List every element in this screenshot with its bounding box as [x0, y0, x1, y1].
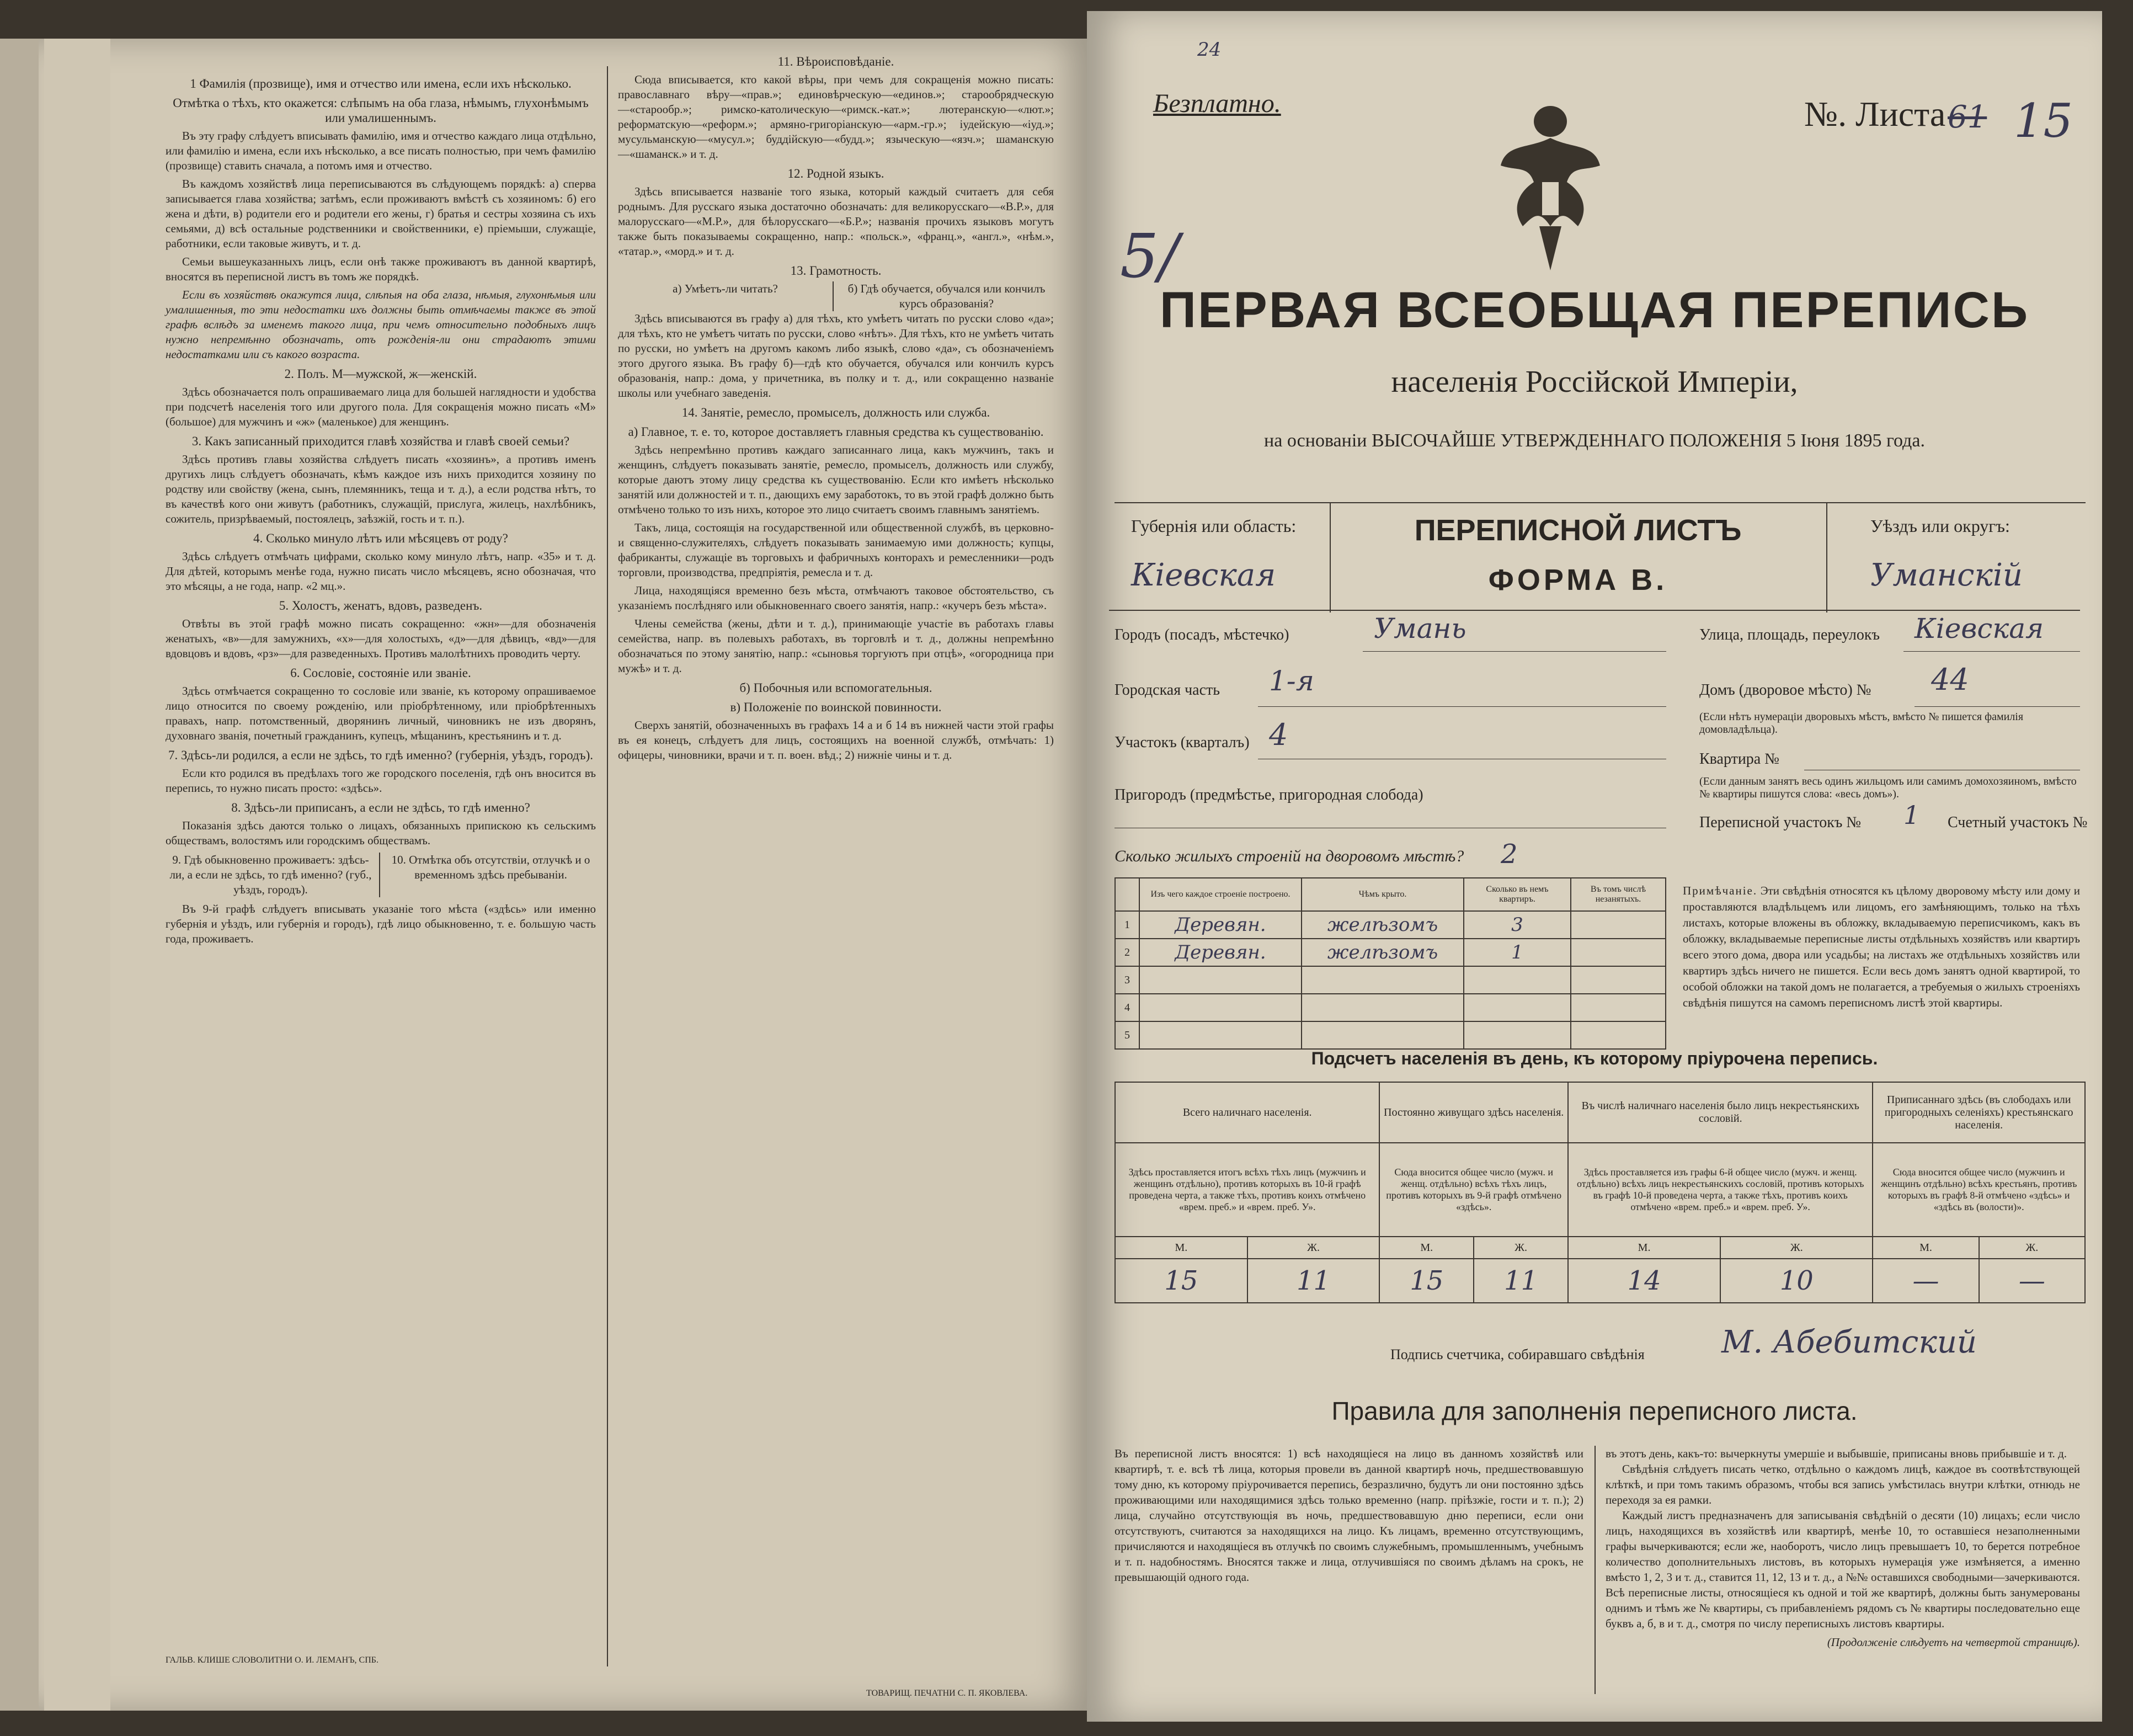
section-8-title: 8. Здѣсь-ли приписанъ, а если не здѣсь, то гдѣ именно? [231, 801, 530, 814]
table-cell [1571, 994, 1666, 1021]
section-6-title: 6. Сословіе, состояніе или званіе. [290, 666, 471, 680]
uezd-value: Уманскій [1870, 557, 2023, 593]
table-row [1115, 1237, 2085, 1259]
apartments-cell: 1 [1464, 939, 1571, 966]
census-district-label: Переписной участокъ № [1699, 814, 1862, 831]
column-divider [607, 66, 608, 1666]
imperial-eagle-emblem [1495, 99, 1606, 276]
table-row [1115, 1021, 1666, 1049]
paragraph: Здѣсь обозначается полъ опрашиваемаго лица для большей наглядности и удобства при подсчетѣ населенія того или другого пола. Для сокращенія можно писать «М» (большое) для мужчинъ и «ж» (маленькое) для женщинъ. [166, 385, 596, 428]
roof-cell: желѣзомъ [1302, 911, 1464, 939]
paragraph: Здѣсь вписывается названіе того языка, который каждый считаетъ для себя роднымъ. Для русскаго языка достаточно обозначать: для великорусскаго—«В.Р.», для малорусскаго—«М.Р.», для бѣлорусскаго—«Б.Р.»; названія прочихъ языковъ могутъ также быть показываемы сокращенно, напр.: «польск.», «франц.», «англ.», «нѣм.», «татар.», «морд.» и т. д. [618, 185, 1054, 258]
suburb-label: Пригородъ (предмѣстье, пригородная слобода) [1115, 786, 1423, 803]
table-cell: 10 [1720, 1259, 1873, 1303]
district-label: Участокъ (кварталъ) [1115, 734, 1250, 751]
section-14a-title: а) Главное, т. е. то, которое доставляетъ главныя средства къ существованію. [628, 425, 1044, 439]
section-14c-title: в) Положеніе по воинской повинности. [730, 700, 942, 714]
row-number: 5 [1115, 1021, 1139, 1049]
page-margin-strip [44, 39, 110, 1711]
rules-paragraph: Свѣдѣнія слѣдуетъ писать четко, отдѣльно о каждомъ лицѣ, каждое въ соотвѣтствующей клѣткѣ, и при томъ такимъ образомъ, чтобы вся запись умѣстилась внутри клѣтки, отнюдь не переходя за ея рамки. [1606, 1462, 2080, 1506]
row-number: 3 [1115, 966, 1139, 994]
section-13b-title: б) Гдѣ обучается, обучался или кончилъ курсъ образованія? [847, 282, 1046, 310]
roof-cell: желѣзомъ [1302, 939, 1464, 966]
material-cell [1139, 1021, 1302, 1049]
table-cell [1571, 939, 1666, 966]
continued-note: (Продолженіе слѣдуетъ на четвертой страницѣ). [1827, 1636, 2080, 1649]
table-cell: М. [1568, 1237, 1720, 1259]
census-district-value: 1 [1903, 800, 1920, 830]
section-10-title: 10. Отмѣтка объ отсутствіи, отлучкѣ и о временномъ здѣсь пребываніи. [391, 853, 590, 881]
roof-cell [1302, 966, 1464, 994]
side-handwritten-mark: 5/ [1120, 221, 1180, 291]
form-subtitle: населенія Россійской Имперіи, [1391, 365, 1798, 399]
table-cell: М. [1873, 1237, 1979, 1259]
paragraph: Если въ хозяйствѣ окажутся лица, слѣпыя на оба глаза, нѣмыя, глухонѣмыя или умалишенныя, то эти недостатки ихъ должны быть отмѣчаемы также въ этой графѣ вслѣдъ за именемъ такого лица, при чемъ относительно подобныхъ лицъ нужно непремѣнно обозначать, отъ рожденія-ли они страдаютъ этими недостатками или съ какого возраста. [166, 288, 596, 361]
material-cell: Деревян. [1139, 939, 1302, 966]
row-number: 4 [1115, 994, 1139, 1021]
instructions-column-2 [618, 50, 1054, 766]
sheet-number-label: №. Листа [1804, 94, 1946, 134]
section-13-title: 13. Грамотность. [790, 264, 882, 278]
paragraph: Сверхъ занятій, обозначенныхъ въ графахъ 14 а и б 14 въ нижней части этой графы въ ея конецъ, слѣдуетъ для лицъ, состоящихъ на военной службѣ, отмѣчать: 1) офицеры, чиновники, врачи и т. п. воен. вѣд.; 2) нижніе чины и т. д. [618, 718, 1054, 762]
apartments-cell [1464, 966, 1571, 994]
sheet-number-struck: 61 [1948, 99, 1987, 135]
table-header-cell: Сколько въ немъ квартиръ. [1464, 878, 1571, 911]
field-underline [1363, 651, 1666, 652]
paragraph: Въ каждомъ хозяйствѣ лица переписываются въ слѣдующемъ порядкѣ: а) сперва записывается глава хозяйства; затѣмъ, если проживаютъ вмѣстѣ съ хозяиномъ: б) его жена и дѣти, в) родители его и родители его жены, г) братья и сестры хозяина съ ихъ семьями, д) всѣ остальные родственники и свойственники, е) пріемыши, служащіе, работники, если таковые живутъ, и т. д. [166, 177, 596, 250]
rules-paragraph: въ этотъ день, какъ-то: вычеркнуты умершіе и выбывшіе, приписаны вновь прибывшіе и т. д. [1606, 1447, 2067, 1460]
street-value: Кіевская [1915, 613, 2044, 645]
table-cell: Сюда вносится общее число (мужчинъ и женщинъ отдѣльно) всѣхъ крестьянъ, противъ которыхъ въ графѣ 8-й отмѣчено «здѣсь» и «здѣсь въ (волости)». [1873, 1143, 2085, 1237]
section-9-10-header [166, 853, 596, 897]
uezd-label: Уѣздъ или округъ: [1870, 516, 2010, 536]
count-district-label: Счетный участокъ № [1948, 814, 2088, 831]
material-cell: Деревян. [1139, 911, 1302, 939]
paragraph: Здѣсь слѣдуетъ отмѣчать цифрами, сколько кому минуло лѣтъ, напр. «35» и т. д. Для дѣтей, которымъ менѣе года, нужно писать число мѣсяцевъ, ясно обозначая, что это мѣсяцы, а не года, напр. «2 мц.». [166, 550, 596, 593]
paragraph: Лица, находящіяся временно безъ мѣста, отмѣчаютъ таковое обстоятельство, съ указаніемъ послѣдняго или обыкновеннаго своего занятія, напр.: «кучеръ безъ мѣста». [618, 584, 1054, 612]
census-form-page [1087, 11, 2102, 1722]
section-1-note: Отмѣтка о тѣхъ, кто окажется: слѣпымъ на оба глаза, нѣмымъ, глухонѣмымъ или умалишеннымъ. [173, 96, 589, 125]
section-7-title: 7. Здѣсь-ли родился, а если не здѣсь, то гдѣ именно? (губернія, уѣздъ, городъ). [168, 748, 593, 762]
street-label: Улица, площадь, переулокъ [1699, 626, 1880, 643]
rules-title: Правила для заполненія переписного листа. [1331, 1397, 1858, 1425]
section-3-title: 3. Какъ записанный приходится главѣ хозяйства и главѣ своей семьи? [191, 434, 570, 448]
field-underline [1903, 651, 2080, 652]
form-letter: ФОРМА В. [1488, 563, 1668, 597]
paragraph: Здѣсь непремѣнно противъ каждаго записаннаго лица, какъ мужчинъ, такъ и женщинъ, слѣдуетъ показывать занятіе, ремесло, промыселъ, должность или службу, которые даютъ этому лицу средства къ существованію. Если кто имѣетъ нѣсколько занятій или должностей и т. п., дающихъ ему заработокъ, то въ этой графѣ должно быть отмѣчено только то изъ нихъ, которое это лицо считаетъ своимъ главнымъ занятіемъ. [618, 443, 1054, 516]
table-cell: 15 [1115, 1259, 1247, 1303]
guberniya-value: Кіевская [1131, 557, 1276, 593]
table-cell: Сюда вносится общее число (мужч. и женщ. отдѣльно) всѣхъ тѣхъ лицъ, противъ которыхъ въ 9-й графѣ отмѣчено «здѣсь». [1379, 1143, 1568, 1237]
table-cell: Ж. [1247, 1237, 1380, 1259]
buildings-value: 2 [1501, 839, 1518, 870]
paragraph: Члены семейства (жены, дѣти и т. д.), принимающіе участіе въ работахъ главы семейства, напр. въ полевыхъ работахъ, въ торговлѣ и т. д., должны непремѣнно обозначаться по этому занятію, напр.: «сыновья торгуютъ при отцѣ», «огородница при мужѣ» и т. д. [618, 617, 1054, 675]
table-row [1115, 966, 1666, 994]
table-row [1115, 939, 1666, 966]
instructions-column-1 [166, 72, 596, 950]
apartments-cell [1464, 1021, 1571, 1049]
table-cell: 11 [1474, 1259, 1568, 1303]
table-cell: Здѣсь проставляется изъ графы 6-й общее число (мужч. и женщ. отдѣльно) всѣхъ лицъ некрестьянскихъ сословій, противъ которыхъ въ графѣ 10-й проведена черта, а также тѣхъ, противъ коихъ отмѣчено «врем. преб.» и «врем. преб. У». [1568, 1143, 1873, 1237]
table-header-cell: Изъ чего каждое строеніе построено. [1139, 878, 1302, 911]
house-value: 44 [1931, 662, 1969, 697]
apartments-cell: 3 [1464, 911, 1571, 939]
paragraph: Семьи вышеуказанныхъ лицъ, если онѣ также проживаютъ въ данной квартирѣ, вносятся въ переписной листъ въ томъ же порядкѣ. [166, 255, 596, 283]
free-label: Безплатно. [1153, 89, 1281, 118]
section-5-title: 5. Холостъ, женатъ, вдовъ, разведенъ. [279, 599, 483, 613]
printer-mark: ГАЛЬВ. КЛИШЕ СЛОВОЛИТНИ О. И. ЛЕМАНЪ, СПБ. [166, 1655, 378, 1665]
apartment-note: (Если данным занятъ весь одинъ жильцомъ или самимъ домохозяиномъ, вмѣсто № квартиры пишутся слова: «весь домъ»). [1699, 775, 2077, 800]
table-cell: 15 [1379, 1259, 1474, 1303]
section-2-title: 2. Полъ. М—мужской, ж—женскій. [284, 367, 477, 381]
table-cell: — [1873, 1259, 1979, 1303]
table-cell: Ж. [1979, 1237, 2085, 1259]
roof-cell [1302, 994, 1464, 1021]
house-note: (Если нѣтъ нумераціи дворовыхъ мѣстъ, вмѣсто № пишется фамилія домовладѣльца). [1699, 711, 2024, 736]
table-row [1115, 994, 1666, 1021]
paragraph: Здѣсь противъ главы хозяйства слѣдуетъ писать «хозяинъ», а противъ именъ другихъ лицъ слѣдуетъ обозначать, кѣмъ каждое изъ нихъ приходится хозяину по родству или свойству (жена, сынъ, племянникъ, теща и т. д.), а если родства нѣтъ, то въ качествѣ кого они живутъ (работникъ, служащій, прислуга, жилецъ, нахлѣбникъ, сожитель, призрѣваемый, постоялецъ, заѣзжій, гость и т. п.). [166, 452, 596, 525]
section-4-title: 4. Сколько минуло лѣтъ или мѣсяцевъ от роду? [253, 531, 508, 545]
apartment-label: Квартира № [1699, 750, 1779, 768]
row-number: 2 [1115, 939, 1139, 966]
guberniya-rule [1109, 610, 2080, 611]
roof-cell [1302, 1021, 1464, 1049]
population-table [1115, 1082, 2086, 1303]
archive-page-number: 24 [1197, 39, 1222, 61]
table-header-cell: Чѣмъ крыто. [1302, 878, 1464, 911]
table-cell: Ж. [1720, 1237, 1873, 1259]
table-row [1115, 1259, 2085, 1303]
table-cell [1571, 911, 1666, 939]
field-underline [1915, 706, 2080, 707]
counter-signature: М. Абебитский [1721, 1324, 1977, 1360]
section-13-subheader [618, 281, 1054, 311]
section-13a-title: а) Умѣетъ-ли читать? [618, 281, 834, 311]
table-header-row [1115, 878, 1666, 911]
table-cell: Ж. [1474, 1237, 1568, 1259]
guberniya-label: Губернія или область: [1131, 516, 1297, 536]
signature-label: Подпись счетчика, собиравшаго свѣдѣнія [1390, 1346, 1645, 1362]
form-title: ПЕРВАЯ ВСЕОБЩАЯ ПЕРЕПИСЬ [1159, 282, 2030, 338]
paragraph: Такъ, лица, состоящія на государственной или общественной службѣ, въ церковно- и священно-служителяхъ, слѣдуетъ показывать занимаемую ими должность; купцы, фабриканты, служащіе въ торговыхъ и фабричныхъ конторахъ и ремесленники—родъ торговли, производства, предпріятія, ремесла и т. д. [618, 521, 1054, 579]
rules-paragraph: Каждый листъ предназначенъ для записыванія свѣдѣній о десяти (10) лицахъ; если число лицъ, находящихся въ хозяйствѣ или квартирѣ, менѣе 10, то оставшіеся незаполненными графы вычеркиваются; если же, наоборотъ, число лицъ превышаетъ 10, то берется потребное количество дополнительныхъ листовъ, въ которыхъ нумерація уже измѣняется, а именно вмѣсто 1, 2, 3 и т. д., ставится 11, 12, 13 и т. д., а №№ оставшихся свободными—зачеркиваются. Всѣ переписные листы, относящіеся къ одной и той же квартирѣ, должны быть занумерованы однимъ и тѣмъ же № квартиры, съ прибавленіемъ рядомъ съ № квартиры последовательно еще буквъ а, б, в и т. д., смотря по числу переписныхъ листовъ квартиры. [1606, 1509, 2080, 1630]
house-label: Домъ (дворовое мѣсто) № [1699, 681, 1871, 699]
table-cell [1571, 1021, 1666, 1049]
printer-mark: ТОВАРИЩ. ПЕЧАТНИ С. П. ЯКОВЛЕВА. [866, 1689, 1028, 1698]
buildings-note [1683, 883, 2080, 1011]
paragraph: Здѣсь вписываются въ графу а) для тѣхъ, кто умѣетъ читать по русски слово «да»; для тѣхъ, кто не умѣетъ читать по русски, слово «нѣтъ». Для тѣхъ, кто не умѣетъ читать по русски, но умѣетъ на другомъ какомъ либо языкѣ, слово «да», съ обозначеніемъ этого другого языка. Въ графу б)—гдѣ кто обучается, обучался или кончилъ курсъ образованія, напр.: дома, у причетника, въ полку и т. д., или сокращенно названіе школы или учебнаго заведенія. [618, 312, 1054, 400]
section-11-title: 11. Вѣроисповѣданіе. [777, 55, 894, 68]
buildings-question: Сколько жилыхъ строеній на дворовомъ мѣстѣ? [1115, 847, 1464, 865]
table-cell: 11 [1247, 1259, 1380, 1303]
header-rule [1115, 502, 2086, 503]
field-underline [1258, 706, 1666, 707]
table-cell: М. [1115, 1237, 1247, 1259]
material-cell [1139, 994, 1302, 1021]
paragraph: Если кто родился въ предѣлахъ того же городского поселенія, гдѣ онъ вносится въ перепись, то нужно писать просто: «здѣсь». [166, 766, 596, 795]
section-1-title: 1 Фамилія (прозвище), имя и отчество или имена, если ихъ нѣсколько. [190, 77, 572, 90]
city-label: Городъ (посадъ, мѣстечко) [1115, 626, 1289, 643]
paragraph: Въ 9-й графѣ слѣдуетъ вписывать указаніе того мѣста («здѣсь» или именно губернія и уѣздъ, или губернія и городъ), гдѣ лицо обыкновенно, т. е. большую часть года, проживаетъ. [166, 902, 596, 945]
city-part-label: Городская часть [1115, 681, 1220, 699]
rules-divider [1595, 1446, 1596, 1694]
table-cell [1115, 878, 1139, 911]
paragraph: Отвѣты въ этой графѣ можно писать сокращенно: «жн»—для обозначенія женатыхъ, «в»—для замужнихъ, «х»—для холостыхъ, «д»—для дѣвицъ, «вд»—для вдовцовъ и вдовъ, «рз»—для разведенныхъ. Противъ малолѣтнихъ проводить черту. [166, 617, 596, 660]
table-header-row [1115, 1082, 2085, 1143]
table-header-cell: Въ числѣ наличнаго населенія было лицъ некрестьянскихъ сословій. [1568, 1082, 1873, 1143]
paragraph: Показанія здѣсь даются только о лицахъ, обязанныхъ припискою къ сельскимъ обществамъ, волостямъ или городскимъ обществамъ. [166, 819, 596, 847]
sheet-type-title: ПЕРЕПИСНОЙ ЛИСТЪ [1414, 514, 1742, 547]
table-row [1115, 911, 1666, 939]
material-cell [1139, 966, 1302, 994]
note-title: Примѣчаніе. [1683, 884, 1758, 897]
table-cell: — [1979, 1259, 2085, 1303]
paragraph: Здѣсь отмѣчается сокращенно то сословіе или званіе, къ которому опрашиваемое лицо относится по своему рожденію, или пріобрѣтенному, или пріобрѣтенныхъ правахъ, напр. потомственный, дворянинъ личный, чиновникъ не изъ дворянъ, духовнаго званія, почетный гражданинъ, купецъ, мѣщанинъ, крестьянинъ и т. д. [166, 684, 596, 742]
paragraph: Въ эту графу слѣдуетъ вписывать фамилію, имя и отчество каждаго лица отдѣльно, или фамилію и имена, если ихъ нѣсколько, а все писать полностью, при чемъ фамилію (прозвище) ставить сначала, а потомъ имя и отчество. [166, 129, 596, 172]
apartments-cell [1464, 994, 1571, 1021]
district-value: 4 [1269, 717, 1288, 752]
table-header-cell: Приписаннаго здѣсь (въ слободахъ или пригородныхъ селеніяхъ) крестьянскаго населенія. [1873, 1082, 2085, 1143]
section-14b-title: б) Побочныя или вспомогательныя. [739, 681, 932, 695]
table-cell: Здѣсь проставляется итогъ всѣхъ тѣхъ лицъ (мужчинъ и женщинъ отдѣльно), противъ которыхъ въ 10-й графѣ проведена черта, а также тѣхъ, противъ коихъ отмѣчено «врем. преб.» и «врем. преб. У». [1115, 1143, 1379, 1237]
buildings-table [1115, 877, 1666, 1050]
table-header-cell: Постоянно живущаго здѣсь населенія. [1379, 1082, 1568, 1143]
left-instructions-page [39, 39, 1087, 1711]
city-value: Умань [1374, 613, 1467, 645]
sheet-number-handwritten: 15 [2014, 94, 2073, 148]
population-count-title: Подсчетъ населенія въ день, къ которому пріурочена перепись. [1311, 1048, 1878, 1068]
table-cell [1571, 966, 1666, 994]
rules-column-right [1606, 1446, 2080, 1650]
section-9-title: 9. Гдѣ обыкновенно проживаетъ: здѣсь-ли, а если не здѣсь, то гдѣ именно? (губ., уѣздъ, городъ). [166, 853, 380, 897]
table-row [1115, 1143, 2085, 1237]
table-cell: М. [1379, 1237, 1474, 1259]
table-cell: 14 [1568, 1259, 1720, 1303]
paragraph: Сюда вписывается, кто какой вѣры, при чемъ для сокращенія можно писать: православнаго вѣру—«прав.»; единовѣрческую—«единов.»; старообрядческую—«старообр.»; римско-католическую—«римск.-кат.»; лютеранскую—«лют.»; реформатскую—«реформ.»; армяно-григоріанскую—«арм.-гр.»; іудейскую—«іуд.»; мусульманскую—«мусул.»; буддійскую—«будд.»; языческую—«язч.»; шаманскую—«шаманск.» и т. д. [618, 73, 1054, 161]
row-number: 1 [1115, 911, 1139, 939]
city-part-value: 1-я [1269, 665, 1314, 697]
note-text: Эти свѣдѣнія относятся къ цѣлому дворовому мѣсту или дому и проставляются владѣльцемъ или лицомъ, его замѣняющимъ, только на тѣхъ листахъ, которые вложены въ обложку, вкладываемую переписчикомъ, какъ въ обложку, вкладываемые переписные листы отдѣльныхъ хозяйствъ или квартиръ всего этого дома, двора или усадьбы; на листахъ же отдѣльныхъ хозяйствъ или квартиръ здѣсь ничего не пишется. Если весь домъ занятъ одной квартирой, то особой обложки на такой домъ не полагается, а требуемыя о жилыхъ строеніяхъ свѣдѣнія пишутся на самомъ переписномъ листѣ этой квартиры. [1683, 884, 2080, 1009]
table-header-cell: Въ томъ числѣ незанятыхъ. [1571, 878, 1666, 911]
table-header-cell: Всего наличнаго населенія. [1115, 1082, 1379, 1143]
section-14-title: 14. Занятіе, ремесло, промыселъ, должность или служба. [681, 406, 990, 419]
section-12-title: 12. Родной языкъ. [787, 167, 884, 180]
legal-basis: на основаніи ВЫСОЧАЙШЕ УТВЕРЖДЕННАГО ПОЛОЖЕНІЯ 5 Іюня 1895 года. [1264, 430, 1925, 451]
rules-column-left: Въ переписной листъ вносятся: 1) всѣ находящіеся на лицо въ данномъ хозяйствѣ или квартирѣ, т. е. всѣ тѣ лица, которыя провели въ данной квартирѣ ночь, предшествовавшую тому дню, къ которому пріурочивается перепись, безразлично, будутъ ли они постоянно здѣсь проживающими или находящимися здѣсь только временно (напр. пріѣзжіе, гости и т. п.); 2) лица, случайно отсутствующія въ ночь, предшествовавшую дню переписи, если они отсутствуютъ, считаются за находящихся на лицо. Къ лицамъ, временно отсутствующимъ, причисляются и находящіеся въ отлучкѣ по своимъ служебнымъ, промышленнымъ, учебнымъ и т. п. надобностямъ. Вносятся также и лица, отлучившіяся по своимъ дѣламъ на срокъ, не превышающій одного года. [1115, 1447, 1583, 1584]
header-divider [1826, 502, 1827, 613]
